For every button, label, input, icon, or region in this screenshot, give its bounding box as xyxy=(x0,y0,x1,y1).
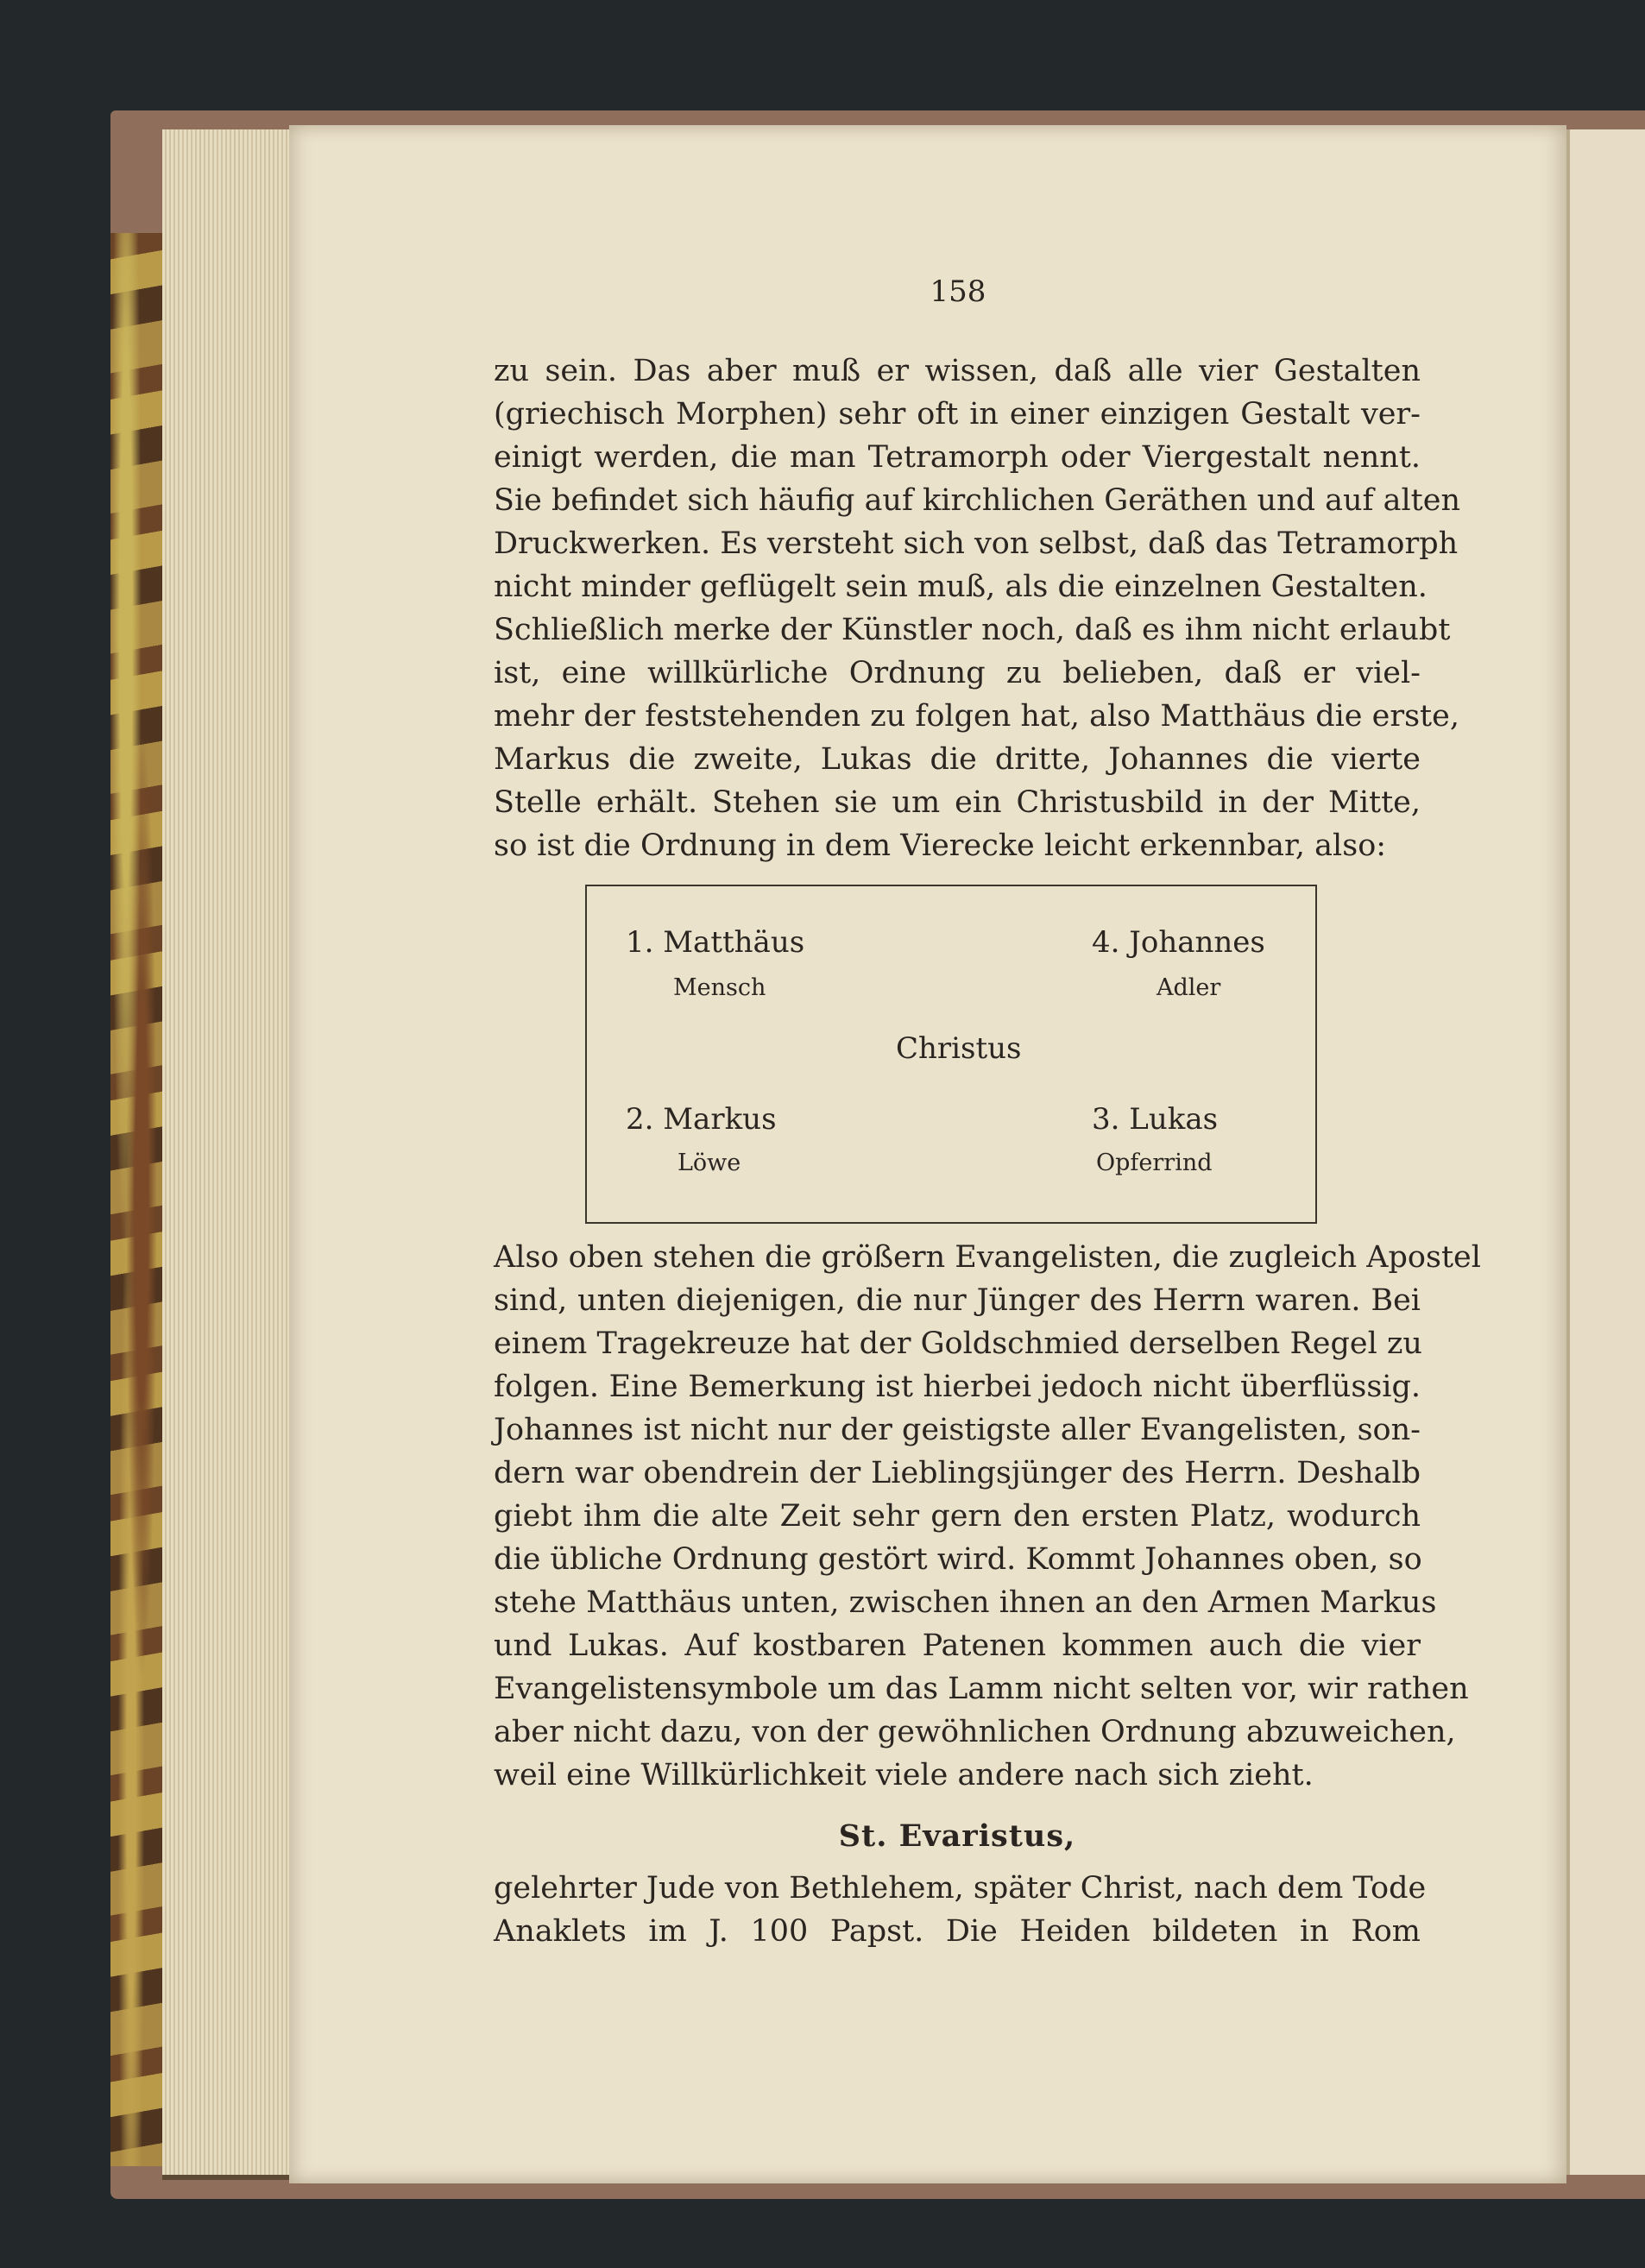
text-line: weil eine Willkürlichkeit viele andere nach sich zieht. xyxy=(494,1758,1314,1792)
text-line: Evangelistensymbole um das Lamm nicht selten vor, wir rathen xyxy=(494,1672,1469,1706)
text-line: Johannes ist nicht nur der geistigste aller Evangelisten, son- xyxy=(494,1413,1421,1447)
text-line: gelehrter Jude von Bethlehem, später Christ, nach dem Tode xyxy=(494,1871,1427,1906)
diagram-bottom-left-name: 2. Markus xyxy=(626,1102,777,1137)
text-line: einigt werden, die man Tetramorph oder Viergestalt nennt. xyxy=(494,440,1421,475)
text-line: Stelle erhält. Stehen sie um ein Christusbild in der Mitte, xyxy=(494,785,1421,820)
paragraph-2 xyxy=(494,1236,1481,1797)
text-line: Also oben stehen die größern Evangelisten, die zugleich Apostel xyxy=(494,1240,1481,1275)
diagram-bottom-left-symbol: Löwe xyxy=(678,1150,741,1176)
diagram-bottom-right-name: 3. Lukas xyxy=(1092,1102,1219,1137)
text-line: giebt ihm die alte Zeit sehr gern den ersten Platz, wodurch xyxy=(494,1499,1421,1534)
diagram-top-right-name: 4. Johannes xyxy=(1092,925,1265,960)
paragraph-3 xyxy=(494,1867,1427,1953)
diagram-top-right-symbol: Adler xyxy=(1157,974,1221,1001)
text-line: stehe Matthäus unten, zwischen ihnen an den Armen Markus xyxy=(494,1585,1437,1620)
text-line: Druckwerken. Es versteht sich von selbst, daß das Tetramorph xyxy=(494,526,1459,561)
text-line: und Lukas. Auf kostbaren Patenen kommen auch die vier xyxy=(494,1629,1421,1663)
next-page-edge xyxy=(1566,129,1645,2175)
text-line: Sie befindet sich häufig auf kirchlichen Geräthen und auf alten xyxy=(494,483,1460,518)
text-line: Anaklets im J. 100 Papst. Die Heiden bildeten in Rom xyxy=(494,1914,1421,1949)
page-number: 158 xyxy=(930,274,986,309)
text-line: die übliche Ordnung gestört wird. Kommt Johannes oben, so xyxy=(494,1542,1422,1577)
diagram-bottom-right-symbol: Opferrind xyxy=(1096,1150,1213,1176)
text-line: zu sein. Das aber muß er wissen, daß alle vier Gestalten xyxy=(494,354,1421,388)
text-line: Schließlich merke der Künstler noch, daß es ihm nicht erlaubt xyxy=(494,613,1451,647)
evangelist-diagram xyxy=(585,885,1317,1224)
text-line: (griechisch Morphen) sehr oft in einer einzigen Gestalt ver- xyxy=(494,397,1421,432)
text-line: so ist die Ordnung in dem Vierecke leicht erkennbar, also: xyxy=(494,828,1387,863)
page-stack-edge xyxy=(162,129,300,2180)
text-line: mehr der feststehenden zu folgen hat, also Matthäus die erste, xyxy=(494,699,1459,734)
section-heading: St. Evaristus, xyxy=(838,1818,1076,1854)
text-line: Markus die zweite, Lukas die dritte, Johannes die vierte xyxy=(494,742,1421,777)
text-line: sind, unten diejenigen, die nur Jünger des Herrn waren. Bei xyxy=(494,1283,1421,1318)
text-line: nicht minder geflügelt sein muß, als die einzelnen Gestalten. xyxy=(494,570,1428,604)
text-line: folgen. Eine Bemerkung ist hierbei jedoch nicht überflüssig. xyxy=(494,1370,1421,1404)
diagram-top-left-name: 1. Matthäus xyxy=(626,925,805,960)
text-line: ist, eine willkürliche Ordnung zu belieben, daß er viel- xyxy=(494,656,1421,690)
text-line: einem Tragekreuze hat der Goldschmied derselben Regel zu xyxy=(494,1326,1422,1361)
diagram-top-left-symbol: Mensch xyxy=(673,974,766,1001)
diagram-center-name: Christus xyxy=(896,1031,1022,1066)
paragraph-1 xyxy=(494,350,1460,867)
text-line: dern war obendrein der Lieblingsjünger des Herrn. Deshalb xyxy=(494,1456,1421,1490)
marbled-edge xyxy=(110,233,162,2166)
text-line: aber nicht dazu, von der gewöhnlichen Ordnung abzuweichen, xyxy=(494,1715,1456,1749)
